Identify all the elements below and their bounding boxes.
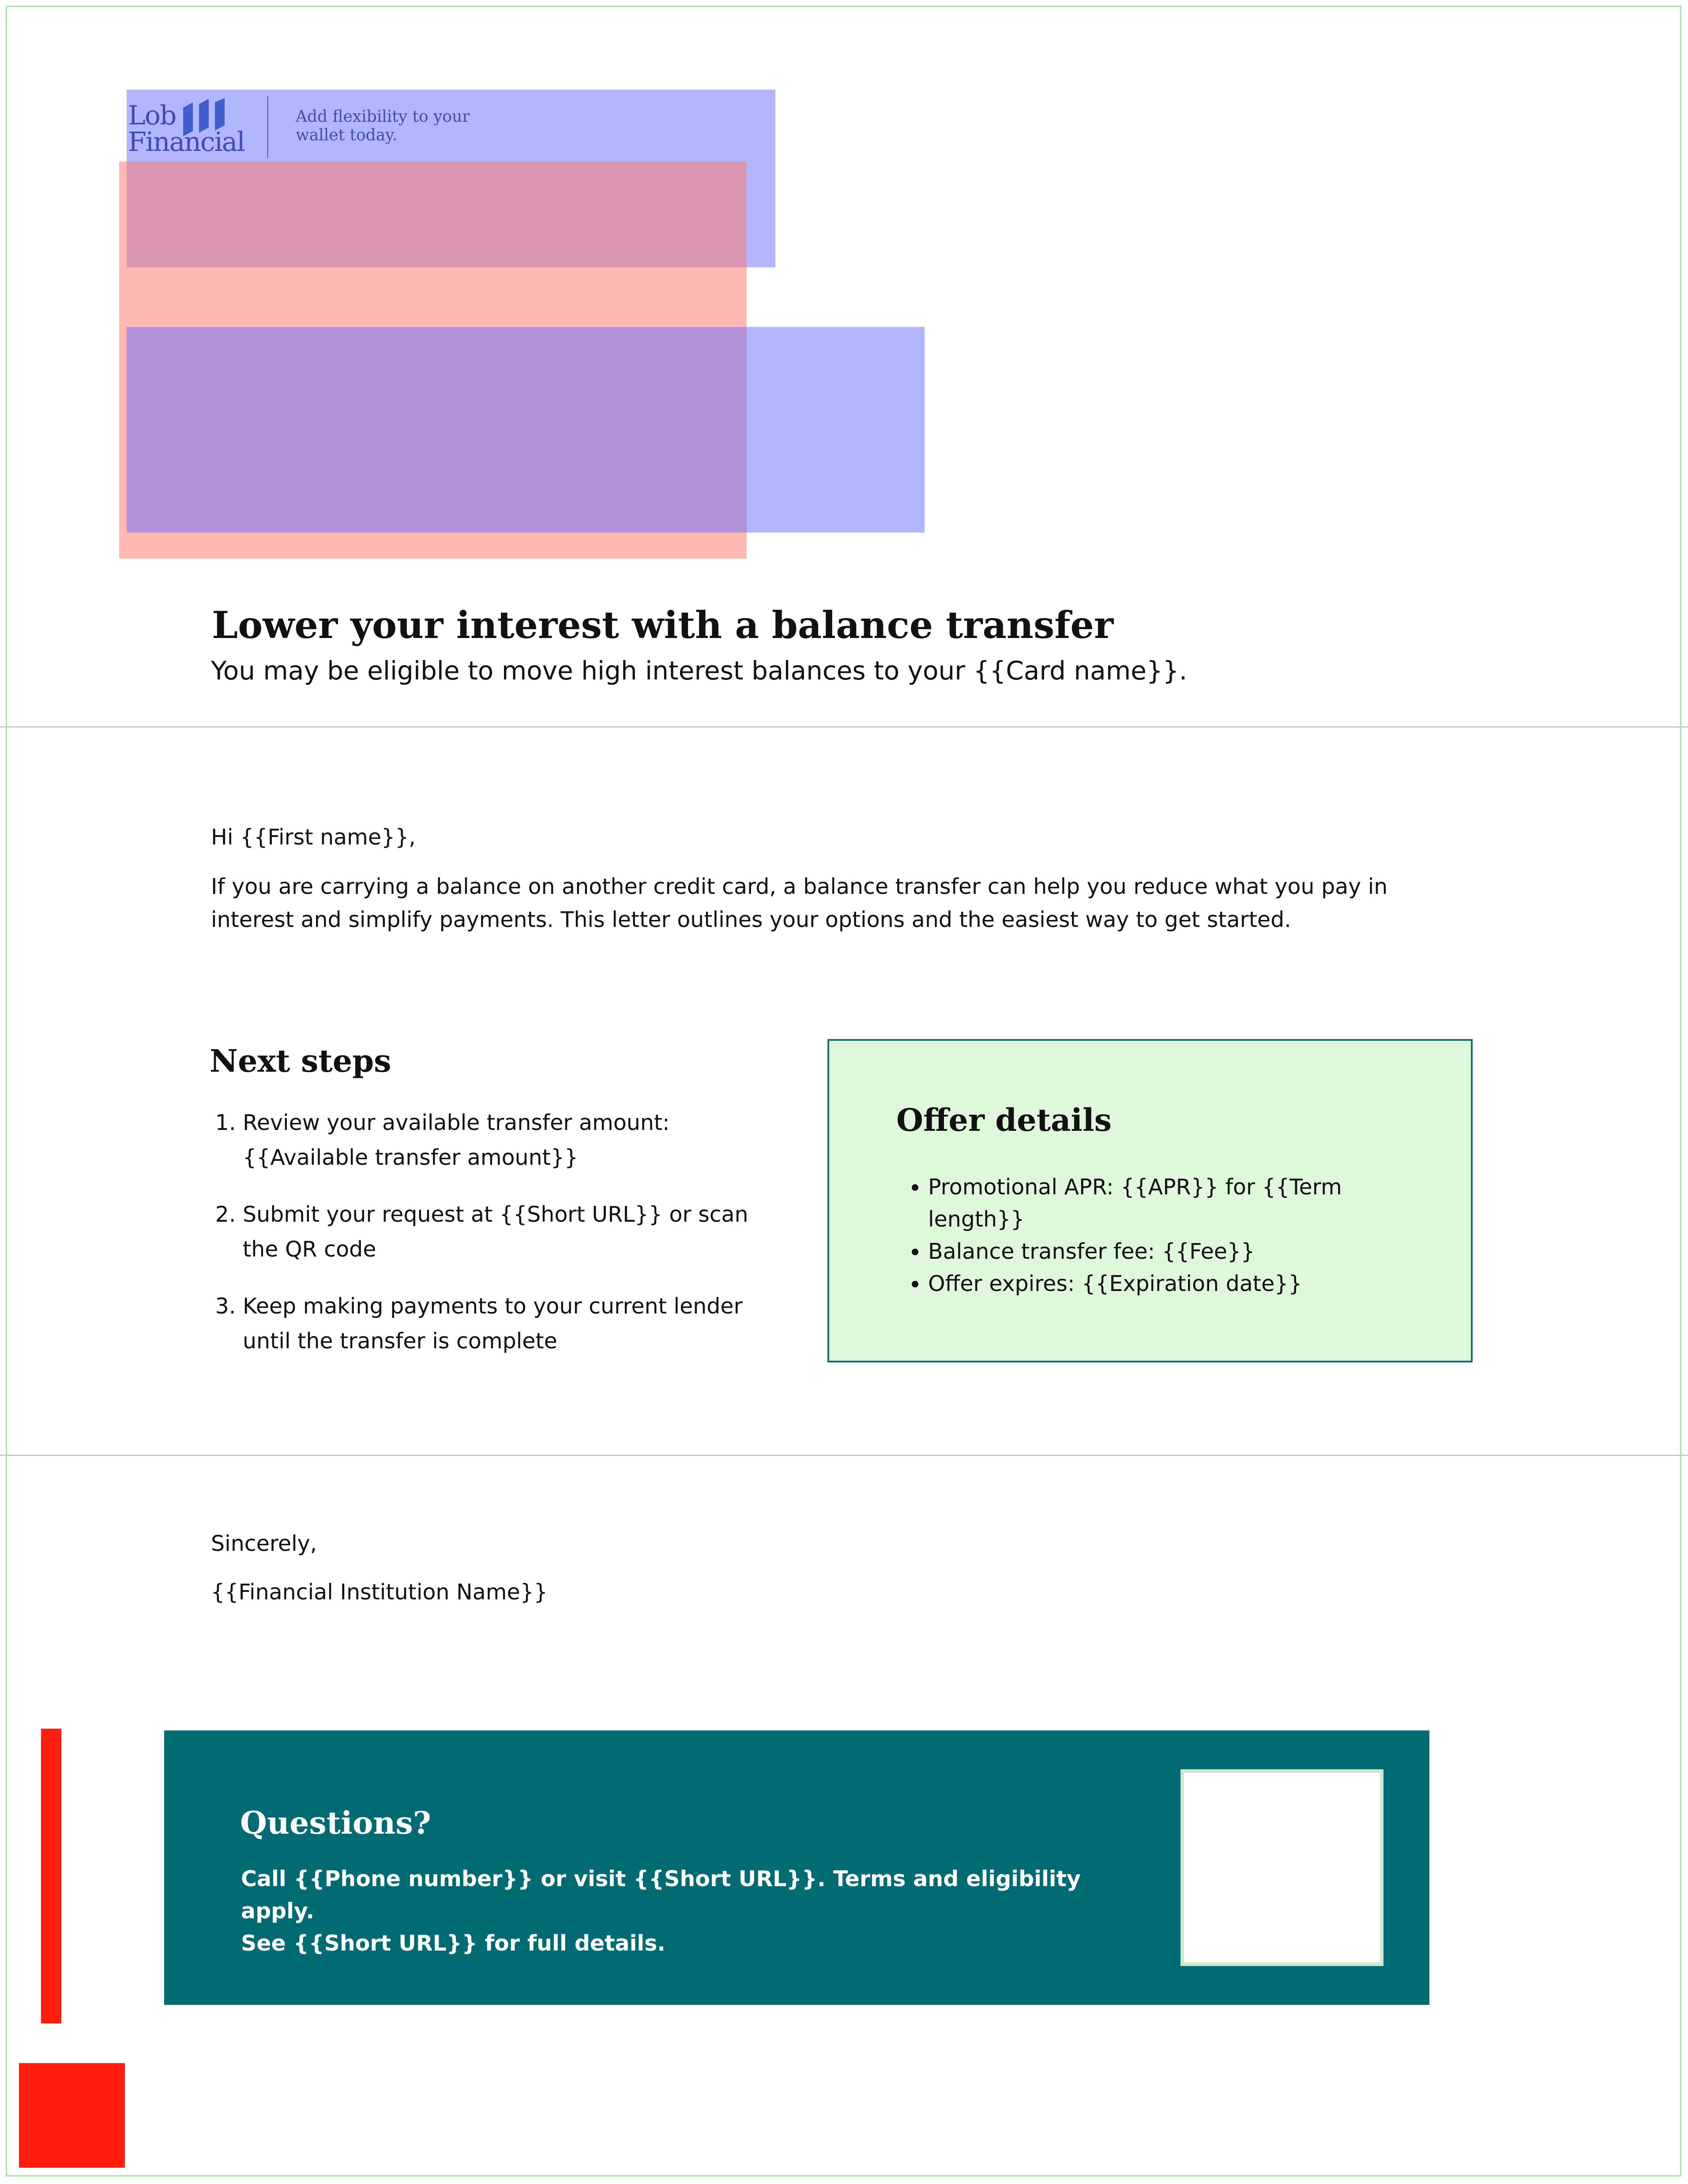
offer-detail-item: • Offer expires: {{Expiration date}} [928, 1268, 1440, 1300]
offer-details-box [827, 1039, 1473, 1362]
intro-paragraph: If you are carrying a balance on another credit card, a balance transfer can help you reduce what you pay in interest and simplify payments. This letter outlines your options and the easiest way to get started. [211, 874, 1388, 932]
greeting: Hi {{First name}}, [211, 825, 416, 850]
questions-footer [164, 1730, 1429, 2005]
next-step-item: 3. Keep making payments to your current lender until the transfer is complete [243, 1289, 755, 1358]
footer-text [241, 1863, 1102, 1959]
next-step-item: 1. Review your available transfer amount: {{Available transfer amount}} [243, 1105, 755, 1175]
red-marker-bar [41, 1729, 61, 2023]
footer-title: Questions? [240, 1805, 431, 1841]
closing-signature: {{Financial Institution Name}} [211, 1580, 548, 1605]
offer-details-title: Offer details [896, 1102, 1112, 1138]
red-marker-square [19, 2063, 125, 2168]
next-steps-list [211, 1105, 755, 1381]
recipient-address-zone [127, 327, 925, 533]
next-step-item: 2. Submit your request at {{Short URL}} or scan the QR code [243, 1197, 755, 1267]
fold-line [0, 1455, 1688, 1456]
page-title: Lower your interest with a balance transfer [212, 603, 1114, 647]
next-steps-title: Next steps [210, 1043, 391, 1079]
footer-line: See {{Short URL}} for full details. [241, 1931, 665, 1956]
closing-salutation: Sincerely, [211, 1531, 317, 1556]
page-subtitle: You may be eligible to move high interest balances to your {{Card name}}. [211, 656, 1188, 686]
offer-detail-item: • Balance transfer fee: {{Fee}} [928, 1235, 1440, 1268]
fold-line [0, 726, 1688, 728]
qr-code-placeholder [1180, 1769, 1383, 1966]
offer-detail-item: • Promotional APR: {{APR}} for {{Term length}} [928, 1171, 1440, 1235]
offer-details-list [896, 1171, 1440, 1300]
footer-line: Call {{Phone number}} or visit {{Short URL}}. Terms and eligibility apply. [241, 1866, 1081, 1924]
